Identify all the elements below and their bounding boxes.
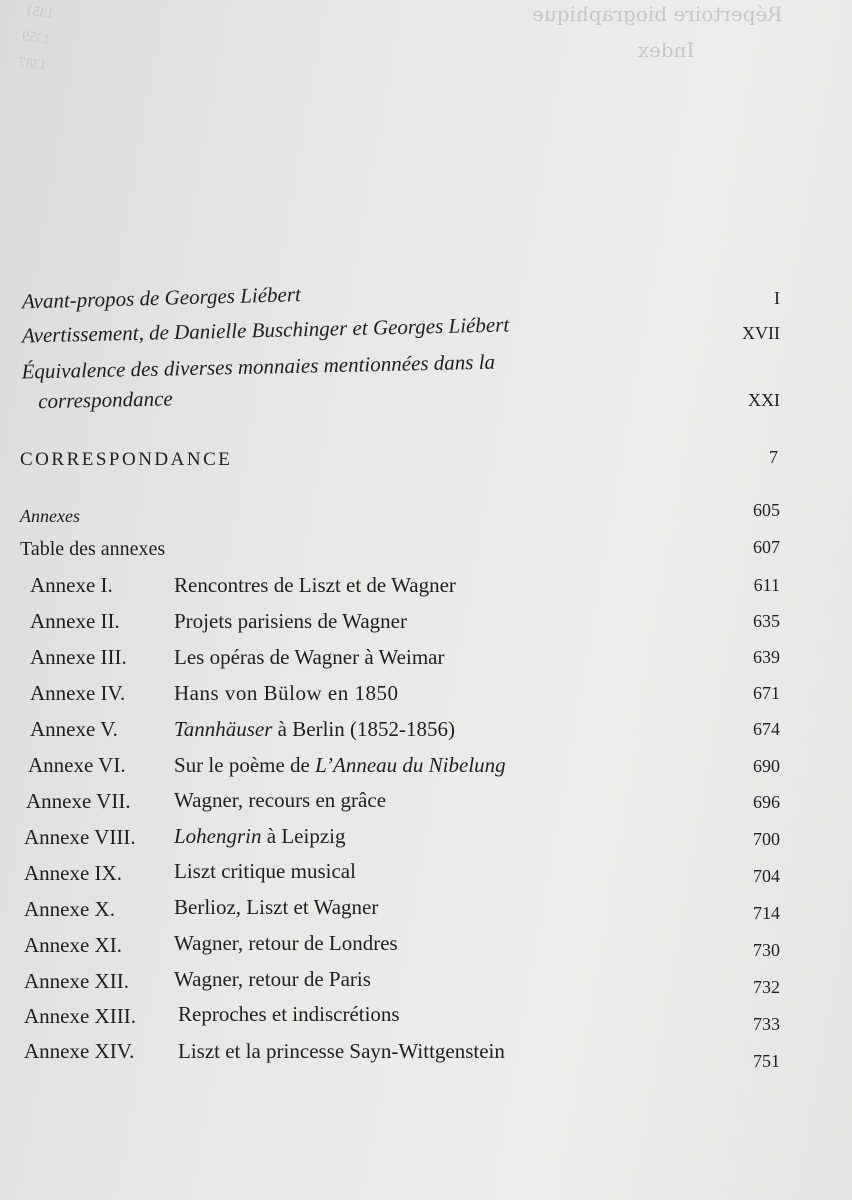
annex-title: Berlioz, Liszt et Wagner <box>174 895 379 919</box>
bleed-number: 1359 <box>21 29 51 48</box>
bleed-number: 1387 <box>17 54 48 74</box>
annex-title <box>174 717 455 742</box>
annex-label: Annexe I. <box>30 573 113 597</box>
bleed-through-numbers <box>17 0 56 80</box>
toc-entry-title: Avertissement, de Danielle Buschinger et Georges Liébert <box>21 312 510 348</box>
toc-entry-title: Avant-propos de Georges Liébert <box>21 282 302 314</box>
annex-title: Hans von Bülow en 1850 <box>174 681 399 705</box>
annex-label: Annexe VIII. <box>24 825 136 849</box>
annex-title-italic: L’Anneau du Nibelung <box>315 753 506 777</box>
annex-title-prefix: Sur le poème de <box>174 753 316 777</box>
toc-entry-title-line2: correspondance <box>37 386 173 414</box>
annex-label: Annexe IX. <box>24 861 122 885</box>
annex-page: 732 <box>753 977 780 997</box>
annex-title-rest: à Leipzig <box>261 824 346 848</box>
annex-title: Projets parisiens de Wagner <box>174 609 407 633</box>
annex-page: 639 <box>753 647 780 667</box>
annex-title-italic: Tannhäuser <box>174 717 273 741</box>
annex-title: Wagner, retour de Londres <box>174 931 398 955</box>
annex-page: 730 <box>753 940 780 960</box>
annex-page: 704 <box>753 866 780 886</box>
annex-page: 733 <box>753 1014 780 1034</box>
annex-title-rest: à Berlin (1852-1856) <box>272 717 455 741</box>
annex-title-italic: Lohengrin <box>174 824 262 848</box>
bleed-line: Répertoire biographique <box>531 2 782 26</box>
annex-page: 751 <box>753 1051 780 1071</box>
section-page: 7 <box>769 447 778 467</box>
annex-title <box>174 824 345 849</box>
section-title-annexes: Annexes <box>20 506 80 526</box>
toc-entry-page: XVII <box>742 323 780 343</box>
table-des-annexes-title: Table des annexes <box>20 538 166 560</box>
annex-page: 696 <box>753 792 780 812</box>
annex-page: 674 <box>753 719 780 739</box>
annex-title: Les opéras de Wagner à Weimar <box>174 645 445 669</box>
annex-label: Annexe XII. <box>24 969 129 993</box>
toc-entry-page: XXI <box>748 390 780 410</box>
toc-entry-title-line1: Équivalence des diverses monnaies mentionnées dans la <box>21 349 496 384</box>
annex-label: Annexe VII. <box>26 789 131 813</box>
section-page: 605 <box>753 500 780 520</box>
annex-title: Wagner, recours en grâce <box>174 788 387 812</box>
bleed-through-text <box>532 0 782 68</box>
annex-label: Annexe XIII. <box>24 1004 136 1028</box>
annex-page: 611 <box>753 575 780 595</box>
bleed-line: Index <box>637 38 694 62</box>
annex-title <box>174 753 506 778</box>
annex-title: Liszt critique musical <box>174 859 356 883</box>
annex-label: Annexe X. <box>24 897 115 921</box>
bleed-number: 1351 <box>24 3 55 23</box>
section-title-correspondance: CORRESPONDANCE <box>20 449 233 470</box>
annex-page: 714 <box>753 903 780 923</box>
annex-label: Annexe XI. <box>24 933 122 957</box>
annex-label: Annexe IV. <box>30 681 126 705</box>
annex-label: Annexe XIV. <box>24 1039 135 1063</box>
annex-label: Annexe II. <box>30 609 120 633</box>
annex-title: Rencontres de Liszt et de Wagner <box>174 573 456 597</box>
toc-entry-page: I <box>774 288 780 308</box>
table-des-annexes-page: 607 <box>753 537 780 557</box>
annex-title: Wagner, retour de Paris <box>174 967 371 991</box>
annex-page: 690 <box>753 756 780 776</box>
annex-label: Annexe III. <box>30 645 127 669</box>
annex-label: Annexe VI. <box>28 753 126 777</box>
annex-page: 700 <box>753 829 780 849</box>
annex-page: 635 <box>753 611 780 631</box>
toc-entry-equivalence <box>0 342 852 424</box>
annex-label: Annexe V. <box>30 717 118 741</box>
annex-page: 671 <box>753 683 780 703</box>
annex-title: Liszt et la princesse Sayn-Wittgenstein <box>178 1039 505 1063</box>
annex-title: Reproches et indiscrétions <box>178 1002 400 1026</box>
